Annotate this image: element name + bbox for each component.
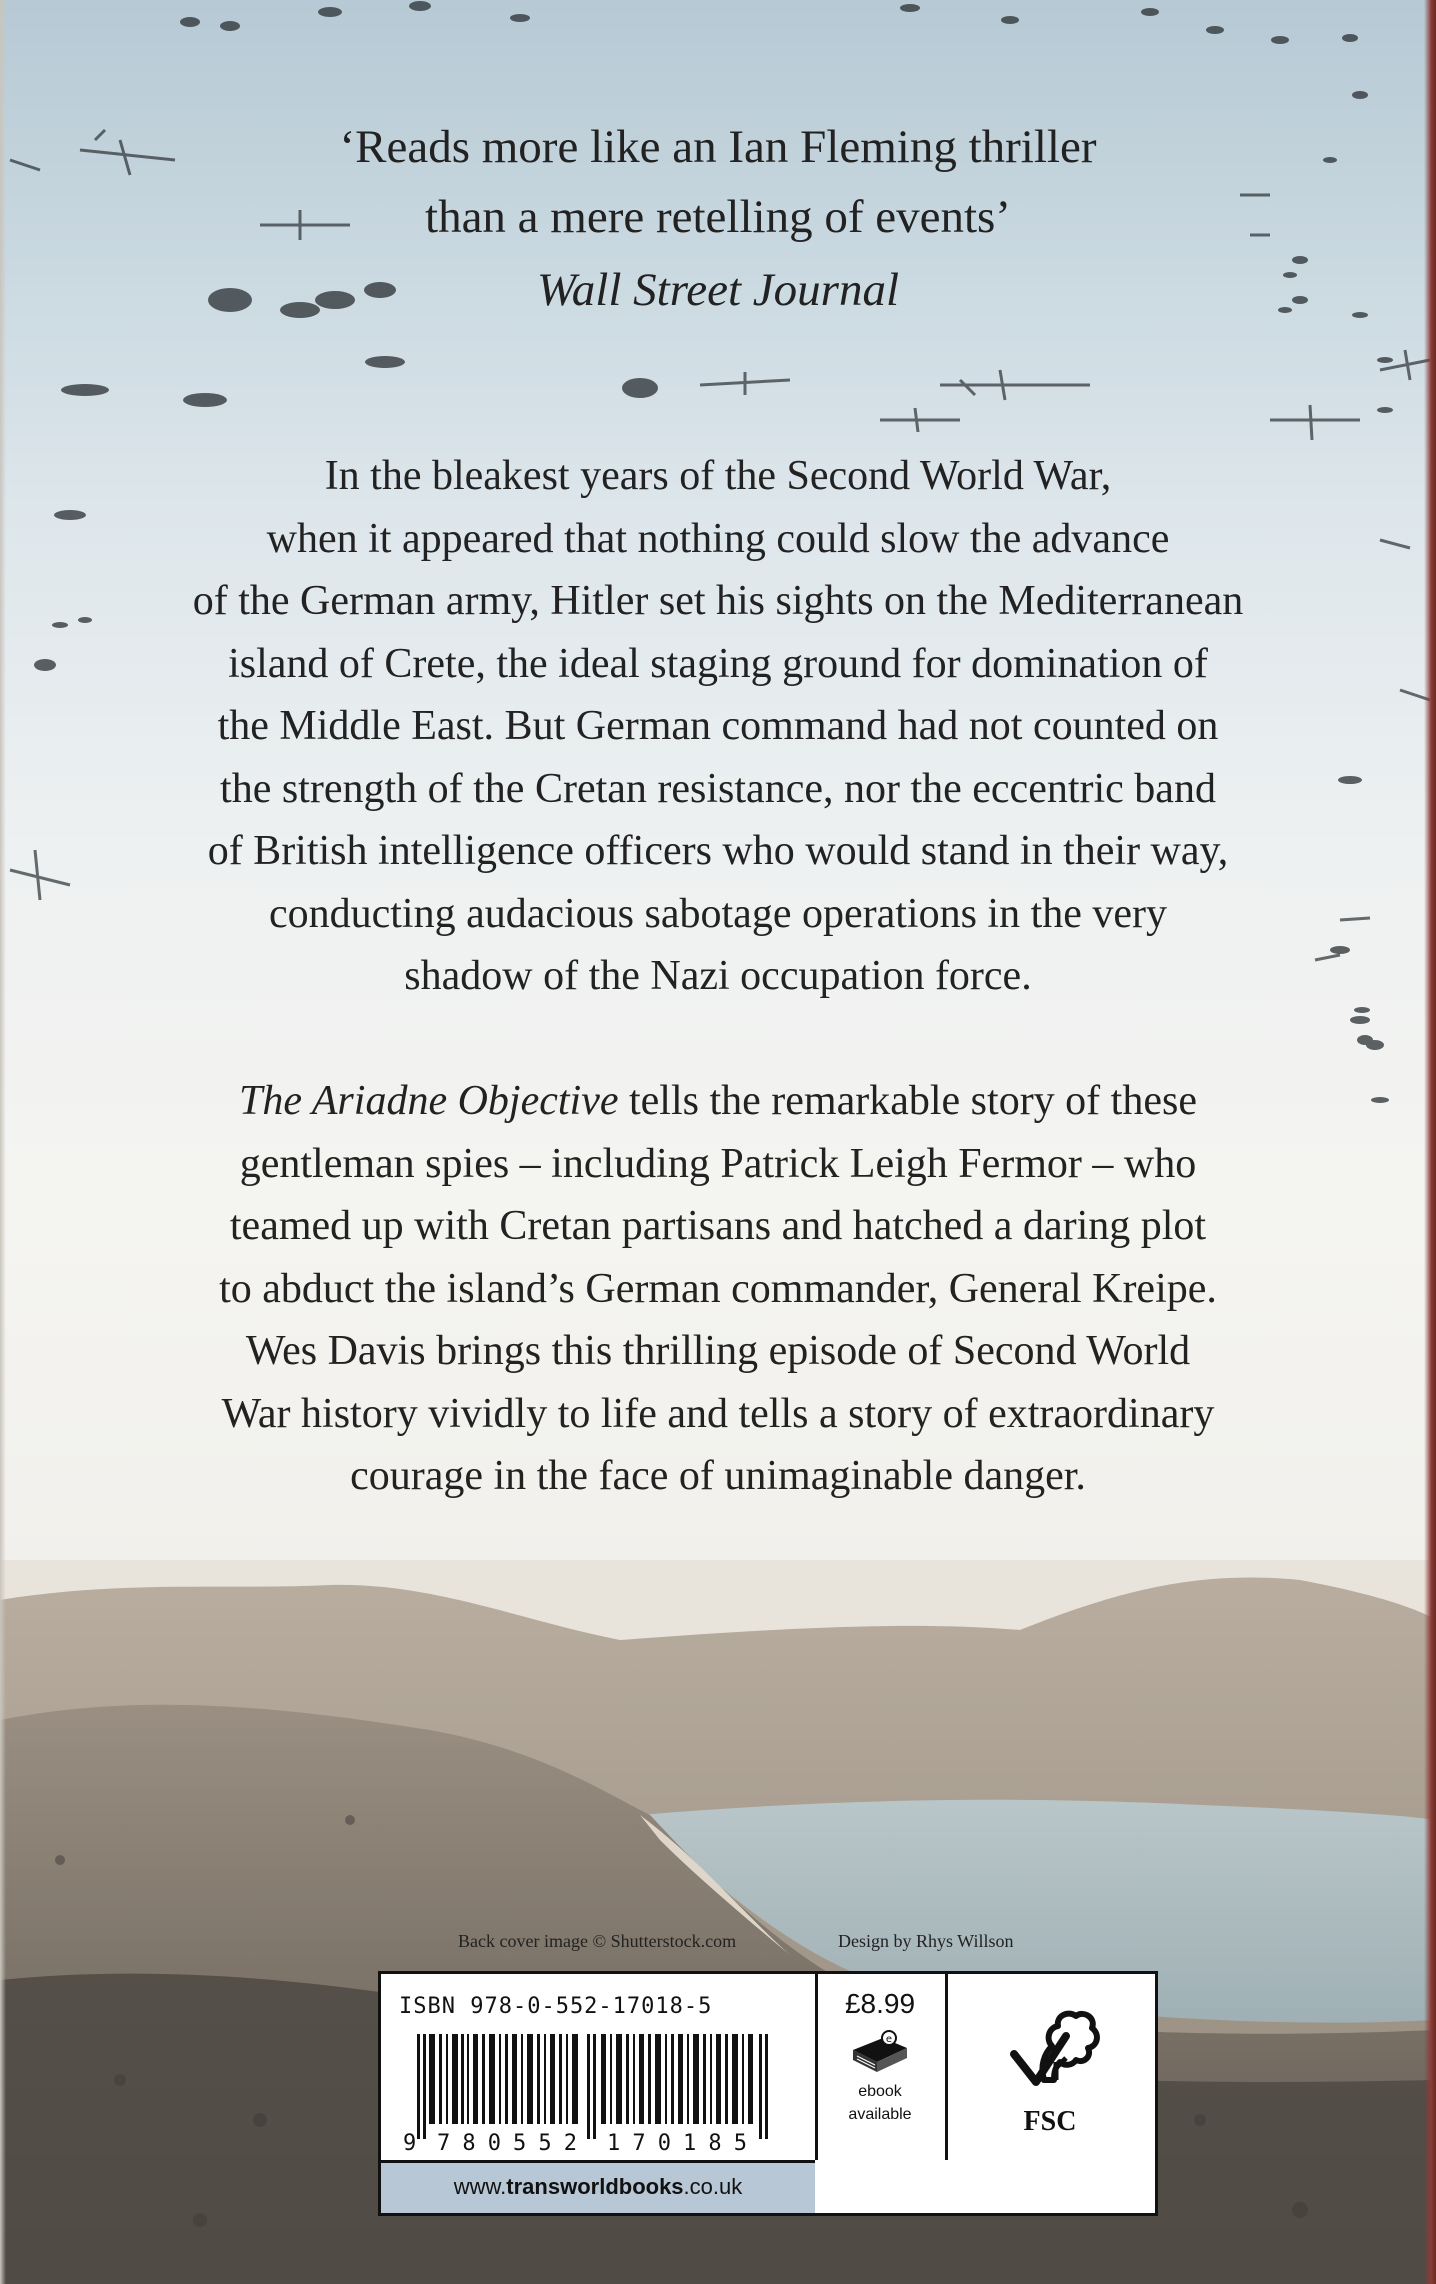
barcode-digit-first: 9	[403, 2131, 417, 2156]
blurb-line: the Middle East. But German command had not counted on	[217, 703, 1219, 749]
barcode-digits-right: 170185	[607, 2131, 747, 2156]
design-credit: Design by Rhys Willson	[838, 1931, 1014, 1951]
price: £8.99	[844, 1988, 916, 2019]
url-prefix: www.	[453, 2174, 507, 2199]
blurb-line: of the German army, Hitler set his sights on the Mediterranean	[192, 578, 1244, 624]
blurb-line: when it appeared that nothing could slow the advance	[266, 515, 1170, 562]
blurb-line: gentleman spies – including Patrick Leigh Fermor – who	[239, 1140, 1197, 1187]
website-url-bar[interactable]	[381, 2160, 815, 2213]
url-bold: transworldbooks	[506, 2174, 684, 2199]
ebook-label-line2: available	[848, 2106, 912, 2123]
blurb-line: shadow of the Nazi occupation force.	[404, 953, 1032, 999]
blurb-line: island of Crete, the ideal staging ground for domination of	[228, 640, 1208, 687]
url-suffix: .co.uk	[683, 2174, 743, 2199]
book-title: The Ariadne Objective	[239, 1078, 619, 1124]
blurb-line: to abduct the island’s German commander, General Kreipe.	[219, 1265, 1217, 1312]
quote-source: Wall Street Journal	[536, 264, 900, 316]
blurb-line: courage in the face of unimaginable danger.	[350, 1453, 1086, 1499]
page-left-edge	[0, 0, 6, 2284]
isbn-panel	[381, 1974, 818, 2160]
fsc-panel	[945, 1974, 1155, 2160]
ebook-book-icon	[849, 2028, 911, 2078]
blurb-line: of British intelligence officers who would stand in their way,	[207, 828, 1229, 874]
review-quote	[0, 112, 1436, 328]
ebook-label-line1: ebook	[858, 2083, 902, 2100]
spine-edge	[1424, 0, 1436, 2284]
blurb-line: the strength of the Cretan resistance, nor the eccentric band	[220, 765, 1216, 812]
barcode-info-box	[378, 1971, 1158, 2216]
blurb-line-rest: tells the remarkable story of these	[618, 1078, 1197, 1124]
price-panel	[815, 1974, 948, 2160]
svg-text:e: e	[885, 2034, 893, 2045]
blurb-paragraph-2	[90, 1070, 1346, 1508]
blurb-paragraph-1	[90, 445, 1346, 1008]
quote-line: ‘Reads more like an Ian Fleming thriller	[339, 121, 1097, 173]
barcode-digits-left: 780552	[437, 2131, 577, 2156]
blurb-line: teamed up with Cretan partisans and hatched a daring plot	[229, 1203, 1207, 1249]
blurb-line	[90, 1070, 1346, 1133]
blurb-line: Wes Davis brings this thrilling episode of Second World	[245, 1328, 1191, 1374]
blurb-line: In the bleakest years of the Second World War,	[324, 453, 1112, 499]
isbn-label: ISBN 978-0-552-17018-5	[399, 1994, 713, 2019]
fsc-tree-check-icon	[996, 1996, 1104, 2104]
barcode-digits	[381, 2124, 815, 2156]
quote-line: than a mere retelling of events’	[425, 191, 1011, 243]
blurb-line: conducting audacious sabotage operations in the very	[268, 890, 1168, 937]
blurb-line: War history vividly to life and tells a story of extraordinary	[221, 1390, 1215, 1437]
fsc-label: FSC	[1023, 2106, 1077, 2137]
cover-image-credit: Back cover image © Shutterstock.com	[458, 1931, 737, 1951]
